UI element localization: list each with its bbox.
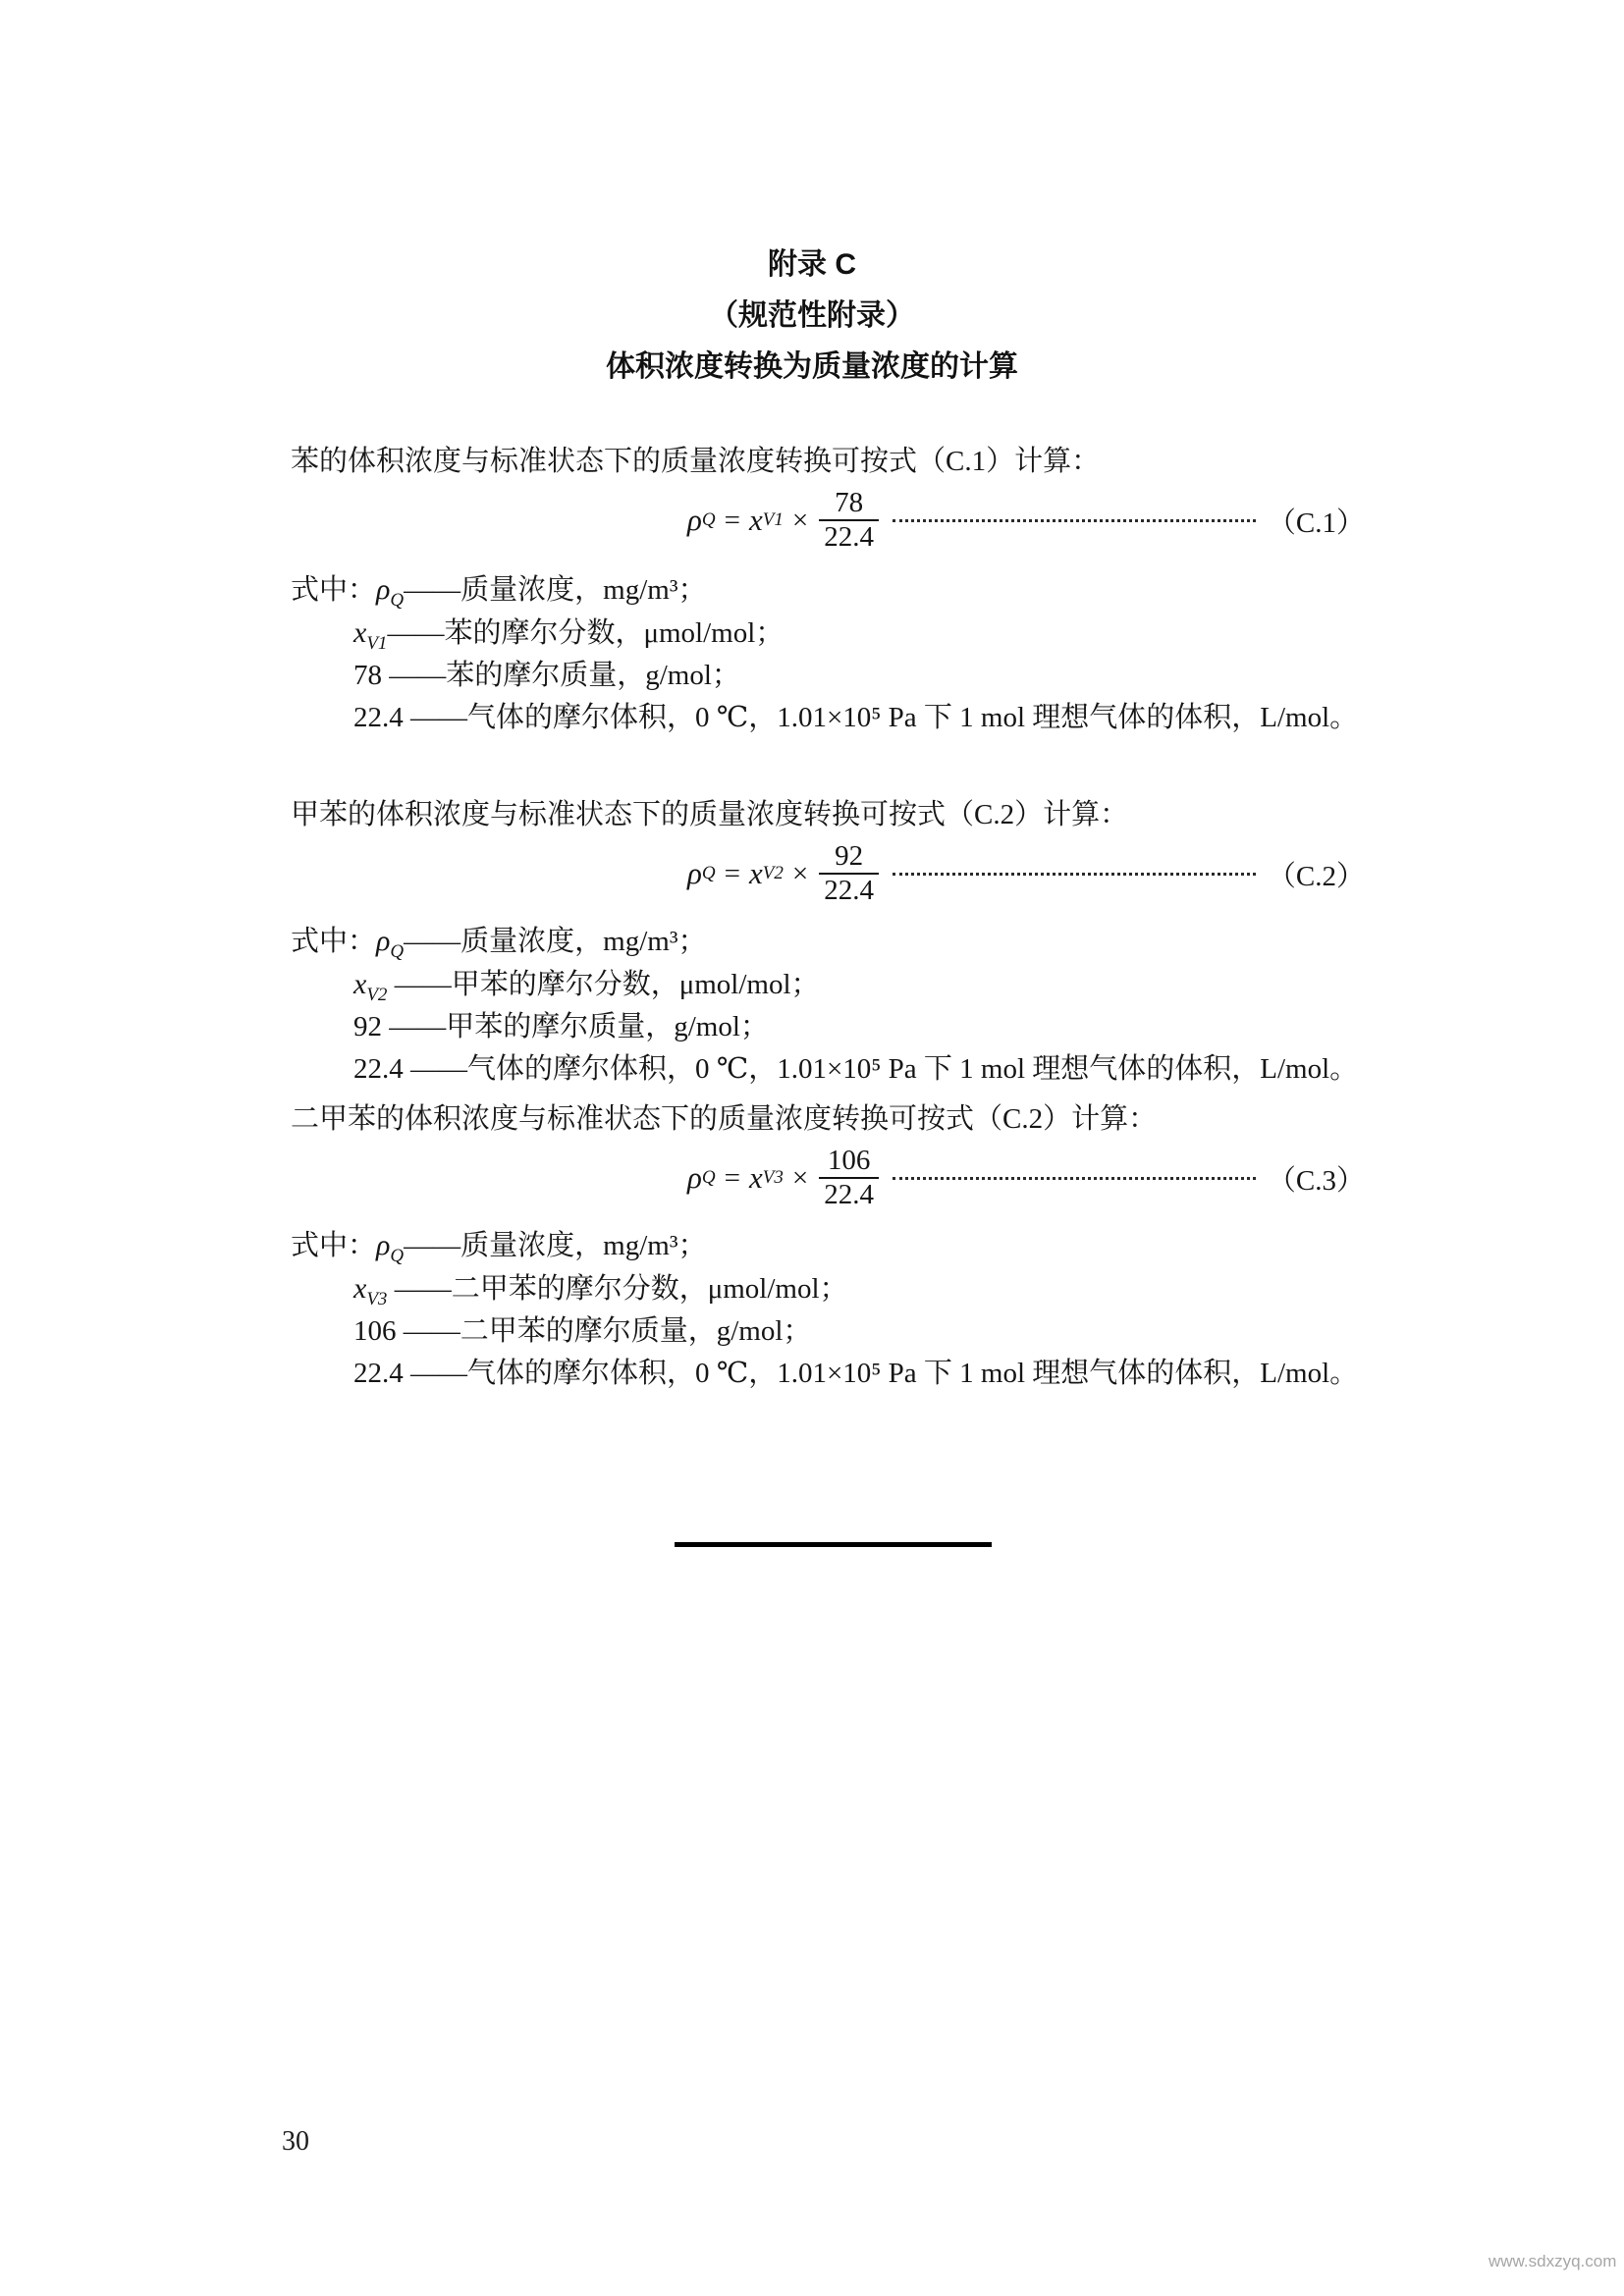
rho-subscript: Q bbox=[390, 940, 405, 962]
definition-text: ——二甲苯的摩尔质量，g/mol； bbox=[396, 1315, 812, 1347]
where-label: 式中： bbox=[291, 574, 377, 606]
section3-def-224 bbox=[353, 1357, 1358, 1390]
formula-c2 bbox=[687, 832, 1365, 915]
rho-symbol: ρ bbox=[687, 856, 702, 890]
watermark: www.sdxzyq.com bbox=[1489, 2252, 1617, 2270]
x-symbol: x bbox=[748, 503, 763, 537]
fraction bbox=[819, 1145, 879, 1211]
definition-text: ——二甲苯的摩尔分数，μmol/mol； bbox=[387, 1273, 848, 1305]
x-subscript: V3 bbox=[762, 1167, 784, 1188]
fraction-numerator: 106 bbox=[827, 1145, 871, 1176]
times-sign: × bbox=[791, 857, 809, 889]
equation-c1 bbox=[687, 487, 879, 554]
molar-volume-value: 22.4 bbox=[353, 1358, 404, 1389]
section1-where-line bbox=[291, 573, 707, 617]
end-of-document-divider bbox=[675, 1542, 992, 1547]
definition-text: ——气体的摩尔体积，0 ℃，1.01×10⁵ Pa 下 1 mol 理想气体的体积，L/mol。 bbox=[403, 1358, 1359, 1389]
definition-text: ——苯的摩尔质量，g/mol； bbox=[382, 660, 740, 691]
rho-symbol: ρ bbox=[687, 1160, 702, 1195]
fraction bbox=[819, 840, 879, 907]
section2-where-line bbox=[291, 925, 707, 969]
times-sign: × bbox=[791, 1161, 809, 1194]
fraction-denominator: 22.4 bbox=[819, 1177, 879, 1211]
x-subscript: V2 bbox=[366, 984, 388, 1005]
section1-def-78 bbox=[353, 659, 740, 692]
molar-mass-value: 92 bbox=[353, 1011, 382, 1042]
x-subscript: V2 bbox=[762, 863, 784, 883]
definition-text: ——气体的摩尔体积，0 ℃，1.01×10⁵ Pa 下 1 mol 理想气体的体积，L/mol。 bbox=[403, 1053, 1359, 1085]
x-subscript: V1 bbox=[366, 632, 388, 654]
rho-subscript: Q bbox=[701, 1167, 716, 1188]
equation-c2 bbox=[687, 840, 879, 907]
section2-def-92 bbox=[353, 1010, 769, 1043]
x-symbol: x bbox=[353, 616, 367, 649]
x-symbol: x bbox=[353, 968, 367, 1000]
rho-subscript: Q bbox=[390, 1245, 405, 1266]
section2-intro: 甲苯的体积浓度与标准状态下的质量浓度转换可按式（C.2）计算： bbox=[291, 799, 1129, 830]
definition-text: ——气体的摩尔体积，0 ℃，1.01×10⁵ Pa 下 1 mol 理想气体的体积，L/mol。 bbox=[403, 702, 1359, 733]
x-subscript: V3 bbox=[366, 1288, 388, 1309]
definition-text: ——苯的摩尔分数，μmol/mol； bbox=[387, 617, 785, 649]
x-symbol: x bbox=[748, 856, 763, 890]
page-number: 30 bbox=[282, 2126, 309, 2157]
section1-intro: 苯的体积浓度与标准状态下的质量浓度转换可按式（C.1）计算： bbox=[291, 446, 1101, 477]
fraction-denominator: 22.4 bbox=[819, 873, 879, 907]
fraction-numerator: 78 bbox=[835, 487, 864, 518]
fraction-numerator: 92 bbox=[835, 840, 864, 872]
definition-text: ——甲苯的摩尔质量，g/mol； bbox=[382, 1011, 769, 1042]
molar-mass-value: 106 bbox=[353, 1315, 397, 1347]
formula-label-c1: （C.1） bbox=[1267, 507, 1365, 539]
formula-label-c3: （C.3） bbox=[1267, 1164, 1365, 1197]
rho-symbol: ρ bbox=[376, 925, 391, 957]
equals-sign: = bbox=[724, 857, 740, 889]
equals-sign: = bbox=[724, 504, 740, 536]
appendix-kind-title: （规范性附录） bbox=[709, 299, 915, 332]
appendix-title: 附录 C bbox=[768, 248, 856, 281]
definition-text: ——质量浓度，mg/m³； bbox=[404, 1230, 707, 1261]
section3-def-xv3 bbox=[353, 1272, 848, 1316]
formula-label-c2: （C.2） bbox=[1267, 860, 1365, 892]
section2-def-xv2 bbox=[353, 968, 820, 1012]
dotted-leader bbox=[893, 873, 1256, 876]
appendix-subject-title: 体积浓度转换为质量浓度的计算 bbox=[606, 350, 1018, 383]
fraction bbox=[819, 487, 879, 554]
where-label: 式中： bbox=[291, 926, 377, 957]
equation-c3 bbox=[687, 1145, 879, 1211]
rho-subscript: Q bbox=[701, 863, 716, 883]
molar-volume-value: 22.4 bbox=[353, 1053, 404, 1085]
section3-where-line bbox=[291, 1229, 707, 1273]
section1-def-xv1 bbox=[353, 616, 784, 661]
rho-symbol: ρ bbox=[376, 1229, 391, 1261]
section2-def-224 bbox=[353, 1052, 1358, 1086]
section3-intro: 二甲苯的体积浓度与标准状态下的质量浓度转换可按式（C.2）计算： bbox=[291, 1103, 1158, 1135]
rho-symbol: ρ bbox=[687, 503, 702, 537]
rho-symbol: ρ bbox=[376, 573, 391, 606]
formula-c3 bbox=[687, 1137, 1365, 1219]
definition-text: ——质量浓度，mg/m³； bbox=[404, 926, 707, 957]
definition-text: ——质量浓度，mg/m³； bbox=[404, 574, 707, 606]
rho-subscript: Q bbox=[390, 589, 405, 611]
fraction-denominator: 22.4 bbox=[819, 519, 879, 554]
x-subscript: V1 bbox=[762, 509, 784, 530]
where-label: 式中： bbox=[291, 1230, 377, 1261]
rho-subscript: Q bbox=[701, 509, 716, 530]
x-symbol: x bbox=[748, 1160, 763, 1195]
molar-volume-value: 22.4 bbox=[353, 702, 404, 733]
times-sign: × bbox=[791, 504, 809, 536]
x-symbol: x bbox=[353, 1272, 367, 1305]
dotted-leader bbox=[893, 1177, 1256, 1180]
section1-def-224 bbox=[353, 701, 1358, 734]
definition-text: ——甲苯的摩尔分数，μmol/mol； bbox=[387, 969, 820, 1000]
section3-def-106 bbox=[353, 1314, 811, 1348]
formula-c1 bbox=[687, 479, 1365, 561]
molar-mass-value: 78 bbox=[353, 660, 382, 691]
equals-sign: = bbox=[724, 1161, 740, 1194]
dotted-leader bbox=[893, 519, 1256, 522]
